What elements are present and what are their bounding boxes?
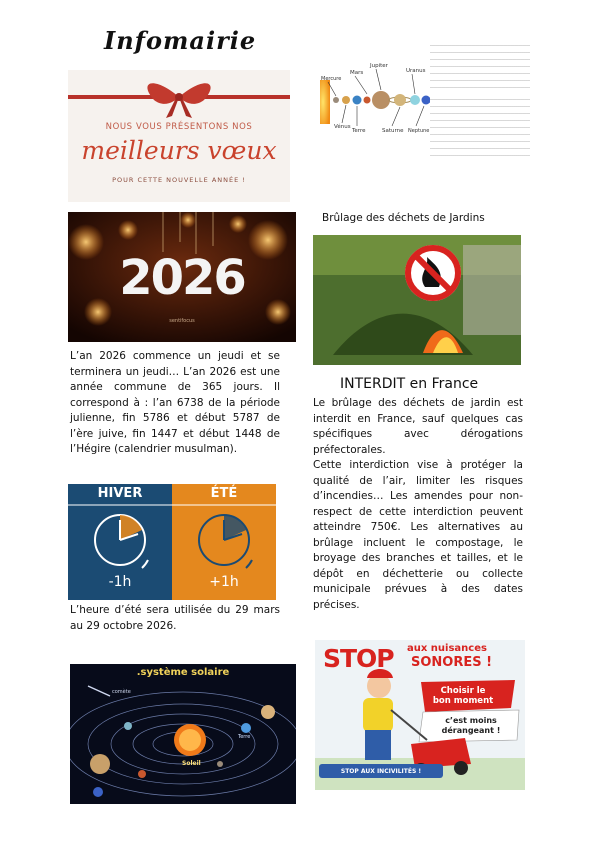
planet-neptune (422, 96, 431, 105)
moins-line2: dérangeant ! (441, 726, 501, 735)
ete-label: ÉTÉ (210, 486, 238, 501)
planet-label: Neptune (408, 128, 430, 134)
new-year-2026-image (68, 212, 296, 342)
no-fire-icon (313, 235, 521, 365)
burning-text (313, 396, 523, 613)
solar-system-title: .système solaire (136, 667, 230, 678)
greetings-line2: meilleurs vœux (81, 136, 277, 165)
interdit-subheading: INTERDIT en France (340, 376, 479, 392)
moins-line1: c’est moins (445, 716, 497, 725)
sun-label: Soleil (182, 760, 201, 767)
planet-label: Saturne (382, 128, 404, 134)
sun-shape (320, 80, 330, 124)
planet-terre (353, 96, 362, 105)
planets-scan-text (430, 42, 530, 160)
planet-mars (364, 97, 371, 104)
time-change-image (68, 484, 276, 600)
planet-uranus (410, 95, 420, 105)
plus-one-hour: +1h (209, 574, 239, 590)
page-title: Infomairie (104, 26, 257, 55)
greetings-card (68, 70, 290, 202)
planet-label: Vénus (334, 124, 351, 130)
stop-word: STOP (323, 644, 394, 673)
solar-system-image (70, 664, 296, 804)
planet-label: Terre (352, 128, 366, 134)
burning-paragraph-2: Cette interdiction vise à protéger la qualité de l’air, limiter les risques d’incendies… Les amendes pour non-respect de cette interdiction peuvent atteindre 750€. Les alternatives au brûlage incluent le compostage, le broyage des branches et tailles, et le dépôt en déchetterie ou collecte municipale prévues à des dates précises. (313, 459, 523, 611)
summer-time-paragraph: L’heure d’été sera utilisée du 29 mars au 29 octobre 2026. (70, 604, 280, 632)
stop-incivilites-banner: STOP AUX INCIVILITÉS ! (340, 768, 422, 775)
greetings-line1: NOUS VOUS PRÉSENTONS NOS (105, 122, 253, 132)
garden-fire-image (313, 235, 521, 365)
planet-jupiter (372, 91, 390, 109)
earth-label: Terre (238, 734, 251, 740)
sonores-word: SONORES ! (411, 655, 493, 670)
moins-derangeant (427, 716, 515, 736)
stop-noise-poster (315, 640, 525, 790)
planet-label: Mercure (321, 76, 342, 82)
aux-nuisances: aux nuisances (407, 643, 487, 654)
ribbon-bow-icon (68, 70, 290, 122)
choisir-line2: bon moment (432, 696, 494, 706)
year-number: 2026 (119, 250, 245, 306)
burning-heading: Brûlage des déchets de Jardins (322, 212, 485, 224)
planet-label: Uranus (406, 68, 426, 74)
year-2026-paragraph: L’an 2026 commence un jeudi et se terminera un jeudi… L’an 2026 est une année commune de 365 jours. Il correspond à : l’an 6738 de la période julienne, fin 5786 et début 5787 de l’ère juive, fin 1447 et début 1448 de l’Hégire (calendrier musulman). (70, 350, 280, 455)
image-credit: sentifocus (169, 318, 195, 324)
planet-saturne (394, 94, 406, 106)
greetings-line3: POUR CETTE NOUVELLE ANNÉE ! (112, 176, 246, 184)
planets-diagram (320, 40, 430, 148)
planet-venus (342, 96, 350, 104)
planet-label: Jupiter (370, 63, 388, 69)
planet-label: Mars (350, 70, 364, 76)
hiver-label: HIVER (97, 486, 143, 501)
comet-label: comète (112, 689, 131, 695)
burning-paragraph-1: Le brûlage des déchets de jardin est interdit en France, sauf quelques cas spécifiques avec dérogations préfectorales. (313, 397, 523, 456)
planet-mercure (333, 97, 339, 103)
solar-orbits-icon (70, 664, 296, 804)
choisir-moment (423, 686, 503, 706)
choisir-line1: Choisir le (440, 686, 486, 696)
minus-one-hour: -1h (108, 574, 132, 590)
